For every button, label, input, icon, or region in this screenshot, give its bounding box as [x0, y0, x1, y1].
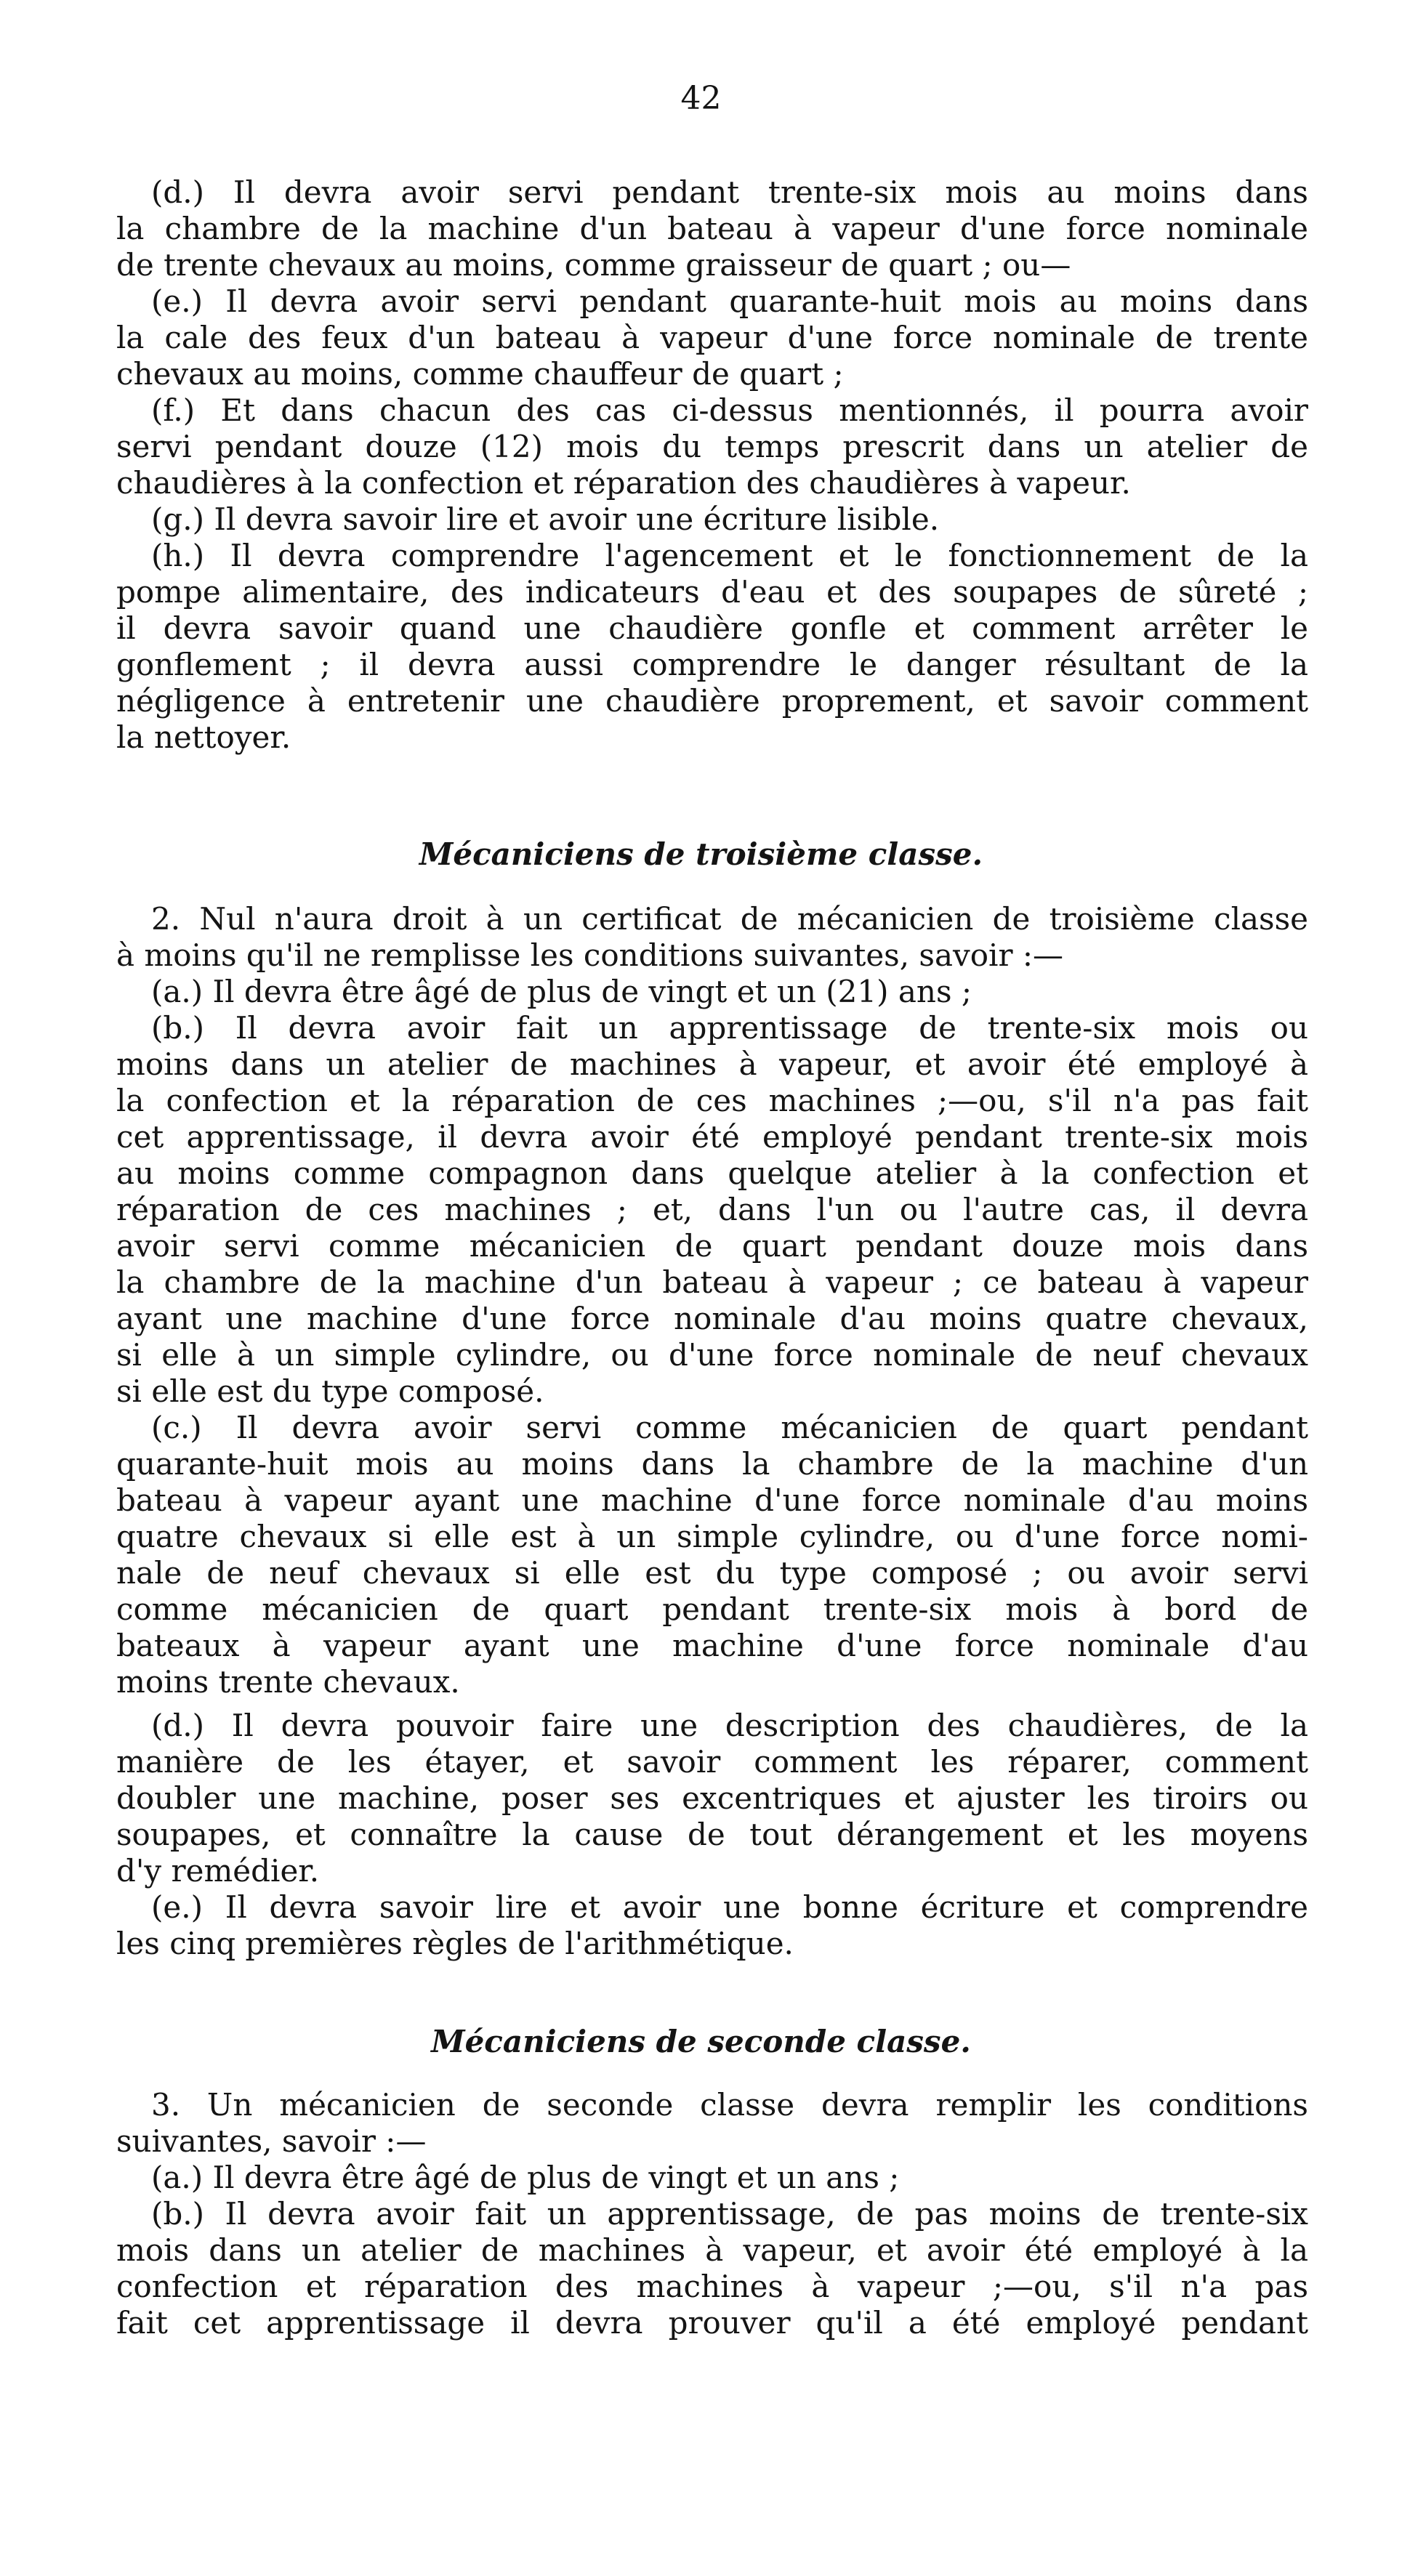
text-line: (a.) Il devra être âgé de plus de vingt et un (21) ans ; [151, 974, 972, 1009]
text-line: réparation de ces machines ; et, dans l'un ou l'autre cas, il devra [116, 1192, 1308, 1227]
text-line: doubler une machine, poser ses excentriques et ajuster les tiroirs ou [116, 1780, 1308, 1816]
text-line: servi pendant douze (12) mois du temps prescrit dans un atelier de [116, 429, 1308, 464]
text-line: (e.) Il devra savoir lire et avoir une bonne écriture et comprendre [151, 1889, 1308, 1925]
text-line: mois dans un atelier de machines à vapeur, et avoir été employé à la [116, 2232, 1308, 2268]
text-line: ayant une machine d'une force nominale d'au moins quatre chevaux, [116, 1301, 1308, 1336]
text-line: bateau à vapeur ayant une machine d'une force nominale d'au moins [116, 1482, 1308, 1518]
text-line: négligence à entretenir une chaudière proprement, et savoir comment [116, 683, 1308, 719]
text-line: (b.) Il devra avoir fait un apprentissage de trente-six mois ou [151, 1010, 1308, 1046]
text-line: chaudières à la confection et réparation des chaudières à vapeur. [116, 465, 1131, 501]
text-line: chevaux au moins, comme chauffeur de quart ; [116, 356, 844, 392]
text-line: confection et réparation des machines à vapeur ;—ou, s'il n'a pas [116, 2269, 1308, 2304]
section-heading: Mécaniciens de troisième classe. [419, 836, 983, 872]
text-line: (g.) Il devra savoir lire et avoir une écriture lisible. [151, 501, 940, 537]
text-line: comme mécanicien de quart pendant trente-six mois à bord de [116, 1591, 1308, 1627]
text-line: quarante-huit mois au moins dans la chambre de la machine d'un [116, 1446, 1308, 1482]
text-line: à moins qu'il ne remplisse les conditions suivantes, savoir :— [116, 937, 1064, 973]
text-line: la nettoyer. [116, 719, 291, 755]
text-line: (d.) Il devra avoir servi pendant trente-six mois au moins dans [151, 174, 1308, 210]
text-line: 3. Un mécanicien de seconde classe devra remplir les conditions [151, 2087, 1308, 2123]
text-line: soupapes, et connaître la cause de tout dérangement et les moyens [116, 1817, 1308, 1852]
text-line: fait cet apprentissage il devra prouver qu'il a été employé pendant [116, 2305, 1308, 2341]
text-line: il devra savoir quand une chaudière gonfle et comment arrêter le [116, 610, 1308, 646]
text-line: au moins comme compagnon dans quelque atelier à la confection et [116, 1155, 1308, 1191]
text-line: la chambre de la machine d'un bateau à vapeur d'une force nominale [116, 211, 1308, 246]
text-line: si elle est du type composé. [116, 1373, 544, 1409]
text-line: (d.) Il devra pouvoir faire une description des chaudières, de la [151, 1708, 1308, 1743]
text-line: gonflement ; il devra aussi comprendre le danger résultant de la [116, 647, 1308, 682]
text-line: la cale des feux d'un bateau à vapeur d'une force nominale de trente [116, 320, 1308, 355]
text-line: de trente chevaux au moins, comme graisseur de quart ; ou— [116, 247, 1071, 283]
text-line: (b.) Il devra avoir fait un apprentissage, de pas moins de trente-six [151, 2196, 1308, 2232]
text-line: (a.) Il devra être âgé de plus de vingt et un ans ; [151, 2160, 900, 2195]
text-line: la chambre de la machine d'un bateau à vapeur ; ce bateau à vapeur [116, 1264, 1308, 1300]
text-line: moins dans un atelier de machines à vapeur, et avoir été employé à [116, 1046, 1308, 1082]
text-line: bateaux à vapeur ayant une machine d'une force nominale d'au [116, 1628, 1308, 1663]
section-heading: Mécaniciens de seconde classe. [431, 2024, 971, 2059]
text-line: (h.) Il devra comprendre l'agencement et le fonctionnement de la [151, 538, 1308, 573]
text-line: (e.) Il devra avoir servi pendant quarante-huit mois au moins dans [151, 283, 1308, 319]
text-line: moins trente chevaux. [116, 1664, 460, 1700]
text-line: manière de les étayer, et savoir comment les réparer, comment [116, 1744, 1308, 1780]
text-line: (f.) Et dans chacun des cas ci-dessus mentionnés, il pourra avoir [151, 392, 1308, 428]
text-line: 2. Nul n'aura droit à un certificat de mécanicien de troisième classe [151, 901, 1308, 937]
text-line: nale de neuf chevaux si elle est du type composé ; ou avoir servi [116, 1555, 1308, 1591]
text-line: pompe alimentaire, des indicateurs d'eau et des soupapes de sûreté ; [116, 574, 1308, 610]
text-line: cet apprentissage, il devra avoir été employé pendant trente-six mois [116, 1119, 1308, 1155]
text-line: les cinq premières règles de l'arithmétique. [116, 1926, 794, 1961]
text-line: avoir servi comme mécanicien de quart pendant douze mois dans [116, 1228, 1308, 1264]
text-line: d'y remédier. [116, 1853, 320, 1889]
text-line: la confection et la réparation de ces machines ;—ou, s'il n'a pas fait [116, 1083, 1308, 1118]
text-line: (c.) Il devra avoir servi comme mécanicien de quart pendant [151, 1410, 1308, 1445]
text-line: si elle à un simple cylindre, ou d'une force nominale de neuf chevaux [116, 1337, 1308, 1373]
page-number: 42 [680, 80, 722, 117]
text-line: quatre chevaux si elle est à un simple cylindre, ou d'une force nomi- [116, 1519, 1308, 1554]
text-line: suivantes, savoir :— [116, 2123, 427, 2159]
